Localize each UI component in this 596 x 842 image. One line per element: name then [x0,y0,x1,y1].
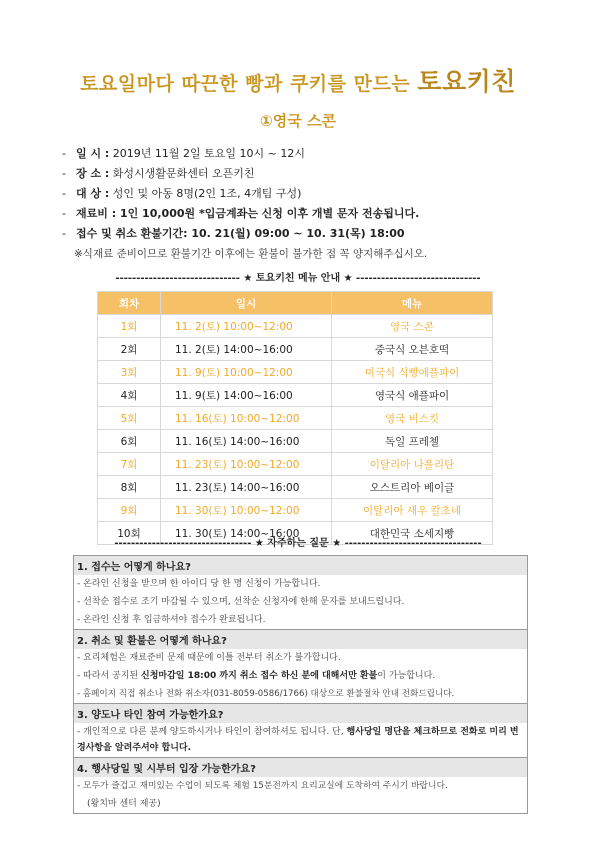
cell-date: 11. 30(토) 10:00~12:00 [161,499,332,522]
cell-menu: 중국식 오븐호떡 [332,338,493,361]
faq-answer: - 모두가 즐겁고 재미있는 수업이 되도록 체험 15분전까지 요리교실에 도착하여 주시기 바랍니다. [77,781,448,791]
info-label: 장 소 : [76,167,110,180]
cell-round: 8회 [98,476,161,499]
table-row [98,499,493,522]
cell-menu: 이탈리아 새우 칼초네 [332,499,493,522]
cell-date: 11. 23(토) 10:00~12:00 [161,453,332,476]
faq-answer: - 온라인 신청 후 입금하셔야 접수가 완료됩니다. [77,615,266,625]
cell-menu: 독일 프레첼 [332,430,493,453]
cell-date: 11. 30(토) 14:00~16:00 [161,522,332,545]
faq-answer-text: - 개인적으로 다른 분께 양도하시거나 타인이 참여하셔도 됩니다. 단, [77,727,347,737]
cell-date: 11. 9(토) 10:00~12:00 [161,361,332,384]
title-main: 토요일마다 따끈한 빵과 쿠키를 만드는 [80,73,411,95]
cell-date: 11. 9(토) 14:00~16:00 [161,384,332,407]
table-row [98,453,493,476]
faq-answer [74,723,527,757]
faq-box [73,555,528,814]
cell-round: 6회 [98,430,161,453]
header-menu: 메뉴 [332,292,493,315]
header-round: 회차 [98,292,161,315]
info-value: 2019년 11월 2일 토요일 10시 ~ 12시 [109,147,305,160]
cell-round: 9회 [98,499,161,522]
table-row [98,361,493,384]
info-row-target: - 대 상 : 성인 및 아동 8명(2인 1조, 4개팀 구성) [62,187,302,200]
title-highlight: 토요키친 [417,67,516,96]
cell-date: 11. 23(토) 14:00~16:00 [161,476,332,499]
cell-round: 5회 [98,407,161,430]
table-row [98,407,493,430]
cell-menu: 이탈리아 나폴리탄 [332,453,493,476]
info-value: 화성시생활문화센터 오픈키친 [109,167,255,180]
info-note: ※식재료 준비이므로 환불기간 이후에는 환불이 불가한 점 꼭 양지해주십시오. [74,248,428,260]
info-row-date: - 일 시 : 2019년 11월 2일 토요일 10시 ~ 12시 [62,147,305,160]
info-label: 일 시 : [76,147,110,160]
faq-answer: - 선착순 접수로 조기 마감될 수 있으며, 선착순 신청자에 한해 문자를 보내드립니다. [77,597,405,607]
cell-menu: 오스트리아 베이글 [332,476,493,499]
faq-answer: - 온라인 신청을 받으며 한 아이디 당 한 명 신청이 가능합니다. [77,579,321,589]
cell-menu: 미국식 식빵애플파이 [332,361,493,384]
faq-question: 2. 취소 및 환불은 어떻게 하나요? [74,629,527,649]
menu-divider: ------------------------------ ★ 토요키친 메뉴 안내 ★ ------------------------------ [115,273,481,284]
event-info [62,144,562,264]
faq-question: 4. 행사당일 및 시부터 입장 가능한가요? [74,757,527,777]
table-row [98,384,493,407]
faq-answer-emphasis: 신청마감일 18:00 까지 취소 접수 하신 분에 대해서만 환불 [141,671,378,681]
cell-round: 2회 [98,338,161,361]
info-label: 접수 및 취소 환불기간: [76,227,188,240]
menu-table [97,291,493,545]
info-value: 1인 10,000원 *입금계좌는 신청 이후 개별 문자 전송됩니다. [116,207,420,220]
cell-date: 11. 16(토) 14:00~16:00 [161,430,332,453]
cell-round: 7회 [98,453,161,476]
cell-date: 11. 2(토) 10:00~12:00 [161,315,332,338]
page-subtitle: ①영국 스콘 [260,112,336,130]
faq-question: 3. 양도나 타인 참여 가능한가요? [74,703,527,723]
page-title [0,62,596,98]
cell-date: 11. 2(토) 14:00~16:00 [161,338,332,361]
info-value: 성인 및 아동 8명(2인 1조, 4개팀 구성) [109,187,302,200]
info-label: 재료비 : [76,207,117,220]
info-label: 대 상 : [76,187,110,200]
faq-answer-emphasis: 행사당일 명단을 체크하므로 전화로 미리 변경사항을 알려주셔야 합니다. [77,727,519,753]
faq-answer-text: 이 가능합니다. [377,671,436,681]
faq-answer [74,667,527,685]
cell-round: 1회 [98,315,161,338]
header-date: 일시 [161,292,332,315]
menu-header-row [98,292,493,315]
faq-source-note: (왕치마 센터 제공) [87,799,161,809]
cell-menu: 대한민국 소세지빵 [332,522,493,545]
table-row [98,315,493,338]
faq-answer: - 요리체험은 재료준비 문제 때문에 이틀 전부터 취소가 불가합니다. [77,653,341,663]
faq-divider: --------------------------------- ★ 자주하는 질문 ★ --------------------------------- [114,538,482,549]
info-value: 10. 21(월) 09:00 ~ 10. 31(목) 18:00 [187,227,405,240]
faq-question: 1. 접수는 어떻게 하나요? [74,556,527,575]
faq-answer: - 홈페이지 직접 취소나 전화 취소자(031-8059-0586/1766) 대상으로 환불절차 안내 전화드립니다. [77,689,455,699]
cell-date: 11. 16(토) 10:00~12:00 [161,407,332,430]
cell-round: 3회 [98,361,161,384]
info-row-fee: - 재료비 : 1인 10,000원 *입금계좌는 신청 이후 개별 문자 전송됩니다. [62,207,420,220]
cell-round: 10회 [98,522,161,545]
cell-menu: 영국 비스킷 [332,407,493,430]
info-row-place: - 장 소 : 화성시생활문화센터 오픈키친 [62,167,255,180]
cell-menu: 영국 스콘 [332,315,493,338]
faq-answer-text: - 따라서 공지된 [77,671,141,681]
cell-round: 4회 [98,384,161,407]
table-row [98,430,493,453]
table-row [98,338,493,361]
cell-menu: 영국식 애플파이 [332,384,493,407]
table-row [98,476,493,499]
info-row-period: - 접수 및 취소 환불기간: 10. 21(월) 09:00 ~ 10. 31(목) 18:00 [62,227,405,240]
